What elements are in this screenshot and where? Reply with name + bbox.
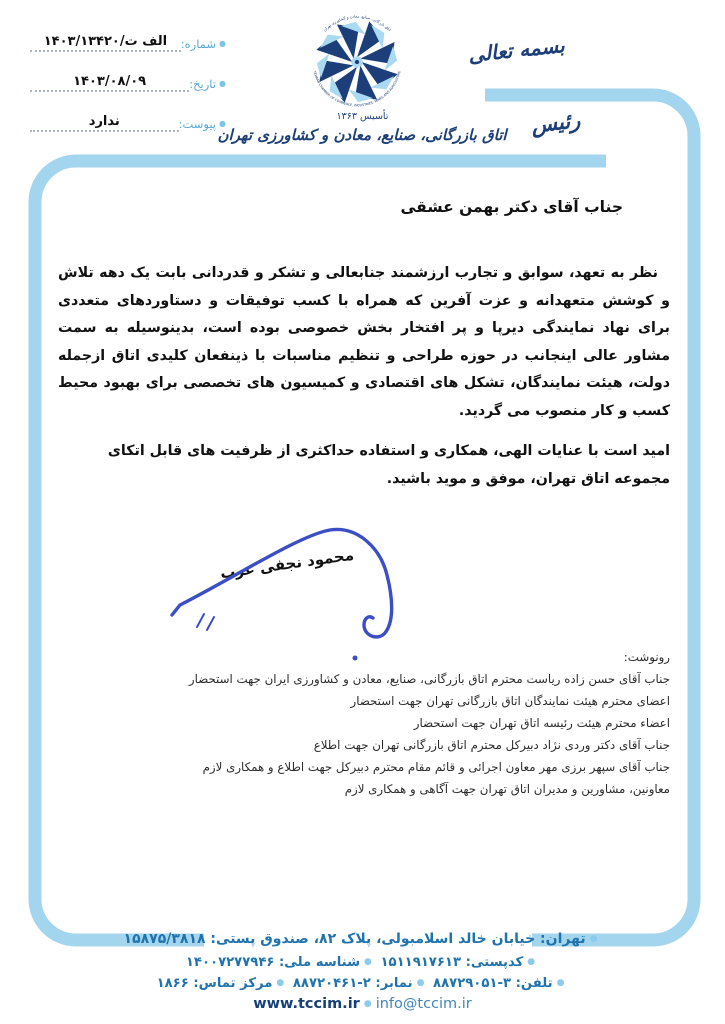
bullet-icon: ● xyxy=(364,957,372,967)
bullet-icon: ● xyxy=(556,978,565,988)
footer-web-line xyxy=(0,994,725,1015)
reference-fields xyxy=(30,30,226,150)
footer-call-center: مرکز تماس: ۱۸۶۶ xyxy=(156,976,273,991)
cc-item: جناب آقای دکتر وردی نژاد دبیرکل محترم اتاق بازرگانی تهران جهت اطلاع xyxy=(313,738,670,752)
president-title: رئیس xyxy=(529,107,582,138)
footer-address-line xyxy=(0,927,725,952)
cc-item: اعضاء محترم هیئت رئیسه اتاق تهران جهت استحضار xyxy=(413,716,670,730)
cc-item: جناب آقای حسن زاده ریاست محترم اتاق بازرگانی، صنایع، معادن و کشاورزی ایران جهت استحضار xyxy=(188,672,670,686)
attachment-label: پیوست: xyxy=(178,117,217,132)
bullet-icon: ● xyxy=(589,934,598,944)
besmellah-calligraphy: بسمه تعالی xyxy=(467,33,566,67)
bullet-icon: ● xyxy=(219,39,226,48)
footer-fax: نمابر: ۲-۸۸۷۲۰۴۶۱ xyxy=(292,976,413,991)
footer-postal-code: کدپستی: ۱۵۱۱۹۱۷۶۱۳ xyxy=(380,955,524,970)
logo-ring-text-fa: اتاق بازرگانی، صنایع، معادن و کشاورزی تهران xyxy=(321,13,393,33)
founded-text: تأسیس ۱۳۶۳ xyxy=(336,111,389,122)
body-paragraph-2: امید است با عنایات الهی، همکاری و استفاده حداکثری از ظرفیت های قابل اتکای مجموعه اتاق تهران، موفق و موید باشید. xyxy=(107,443,670,487)
bullet-icon: ● xyxy=(416,978,425,988)
letter-body xyxy=(58,198,670,493)
logo-ring-text-en: TEHRAN CHAMBER OF COMMERCE, INDUSTRIES, MINES AND AGRICULTURE xyxy=(312,70,402,108)
date-label: تاریخ: xyxy=(189,77,217,92)
chamber-pinwheel-logo-icon xyxy=(305,10,409,114)
footer-national-id: شناسه ملی: ۱۴۰۰۷۲۷۷۹۴۶ xyxy=(185,955,361,970)
footer-phone: تلفن: ۳-۸۸۷۲۹۰۵۱ xyxy=(433,976,553,991)
ref-number-dotline xyxy=(30,30,181,52)
attachment-dotline xyxy=(30,110,179,132)
date-row xyxy=(30,70,226,92)
footer-address: تهران: خیابان خالد اسلامبولی، پلاک ۸۲، صندوق پستی: ۱۵۸۷۵/۳۸۱۸ xyxy=(123,931,586,947)
date-value: ۱۴۰۳/۰۸/۰۹ xyxy=(73,74,147,89)
cc-title: رونوشت: xyxy=(623,650,670,664)
bullet-icon: ● xyxy=(363,999,372,1009)
bullet-icon: ● xyxy=(219,79,226,88)
bullet-icon: ● xyxy=(219,119,226,128)
footer-contact-block xyxy=(0,927,725,1015)
org-logo-block xyxy=(305,10,420,122)
ref-number-label: شماره: xyxy=(180,37,217,52)
body-paragraph-1: نظر به تعهد، سوابق و تجارب ارزشمند جنابعالی و تشکر و قدردانی بابت یک دهه تلاش و کوشش متعهدانه و عزت آفرین که همراه با کسب توفیقات و دستاوردهای متعددی برای نهاد نمایندگی دیرپا و پر افتخار بخش خصوصی بوده است، بدینوسیله به سمت مشاور عالی اینجانب در حوزه طراحی و تنظیم مناسبات با ذینفعان کلیدی اتاق ازجمله دولت، هیئت نمایندگان، تشکل های اقتصادی و کمیسیون های تخصصی برای بهبود محیط کسب و کار منصوب می گردید. xyxy=(58,265,670,419)
footer-phone-line xyxy=(0,973,725,994)
footer-email: info@tccim.ir xyxy=(375,996,472,1012)
cc-item: معاونین، مشاورین و مدیران اتاق تهران جهت آگاهی و همکاری لازم xyxy=(344,782,670,796)
date-dotline xyxy=(30,70,189,92)
attachment-value: ندارد xyxy=(88,114,120,129)
ref-number-row xyxy=(30,30,226,52)
bullet-icon: ● xyxy=(276,978,285,988)
footer-postal-line xyxy=(0,952,725,973)
cc-list xyxy=(189,646,670,800)
bullet-icon: ● xyxy=(527,957,536,967)
cc-item: جناب آقای سپهر برزی مهر معاون اجرائی و قائم مقام محترم دبیرکل جهت اطلاع و همکاری لازم xyxy=(202,760,670,774)
signer-name: محمود نجفی عرب xyxy=(219,545,355,583)
footer-website: www.tccim.ir xyxy=(253,996,360,1012)
cc-item: اعضای محترم هیئت نمایندگان اتاق بازرگانی تهران جهت استحضار xyxy=(350,694,670,708)
attachment-row xyxy=(30,110,226,132)
recipient-name: جناب آقای دکتر بهمن عشقی xyxy=(400,198,623,216)
ref-number-value: ۱۴۰۳/۱۳۴۲۰/الف ت xyxy=(43,34,168,49)
org-name-calligraphy: اتاق بازرگانی، صنایع، معادن و کشاورزی تهران xyxy=(217,126,507,144)
